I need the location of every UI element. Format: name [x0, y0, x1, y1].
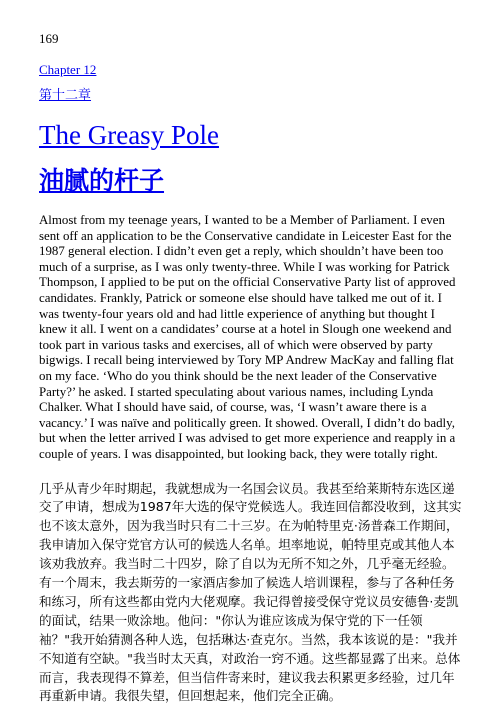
body-paragraph-cn: 几乎从青少年时期起，我就想成为一名国会议员。我甚至给莱斯特东选区递交了申请，想成为1987年大选的保守党候选人。我连回信都没收到，这其实也不该太意外，因为我当时只有二十三岁。在为帕特里克·汤普森工作期间，我申请加入保守党官方认可的候选人名单。坦率地说，帕特里克或其他人本该劝我放弃。我当时二十四岁，除了自以为无所不知之外，几乎毫无经验。有一个周末，我去斯劳的一家酒店参加了候选人培训课程，参与了各种任务和练习，所有这些都由党内大佬观摩。我记得曾接受保守党议员安德鲁·麦凯的面试，结果一败涂地。他问："你认为谁应该成为保守党的下一任领袖？"我开始猜测各种人选，包括琳达·查克尔。当然，我本该说的是："我并不知道有空缺。"我当时太天真，对政治一窍不通。这些都显露了出来。总体而言，我表现得不算差，但当信件寄来时，建议我去积累更多经验，过几年再重新申请。我很失望，但回想起来，他们完全正确。: [39, 480, 462, 704]
book-page: [39, 30, 462, 706]
chapter-title-cn[interactable]: 油腻的杆子: [39, 166, 165, 195]
chapter-title-en[interactable]: The Greasy Pole: [39, 120, 219, 150]
page-number: 169: [39, 31, 59, 46]
chapter-link-cn[interactable]: 第十二章: [39, 88, 92, 103]
body-paragraph-en: Almost from my teenage years, I wanted to be a Member of Parliament. I even sent off an application to be the Conservative candidate in Leicester East for the 1987 general election. I didn’t even get a reply, which shouldn’t have been too much of a surprise, as I was only twenty-three. While I was working for Patrick Thompson, I applied to be put on the official Conservative Party list of approved candidates. Frankly, Patrick or someone else should have talked me out of it. I was twenty-four years old and had little experience of anything but thought I knew it all. I went on a candidates’ course at a hotel in Slough one weekend and took part in various tasks and exercises, all of which were observed by party bigwigs. I recall being interviewed by Tory MP Andrew MacKay and falling flat on my face. ‘Who do you think should be the next leader of the Conservative Party?’ he asked. I started speculating about various names, including Lynda Chalker. What I should have said, of course, was, ‘I wasn’t aware there is a vacancy.’ I was naïve and politically green. It showed. Overall, I didn’t do badly, but when the letter arrived I was advised to get more experience and reapply in a couple of years. I was disappointed, but looking back, they were totally right.: [39, 213, 456, 461]
chapter-link-en[interactable]: Chapter 12: [39, 62, 97, 77]
